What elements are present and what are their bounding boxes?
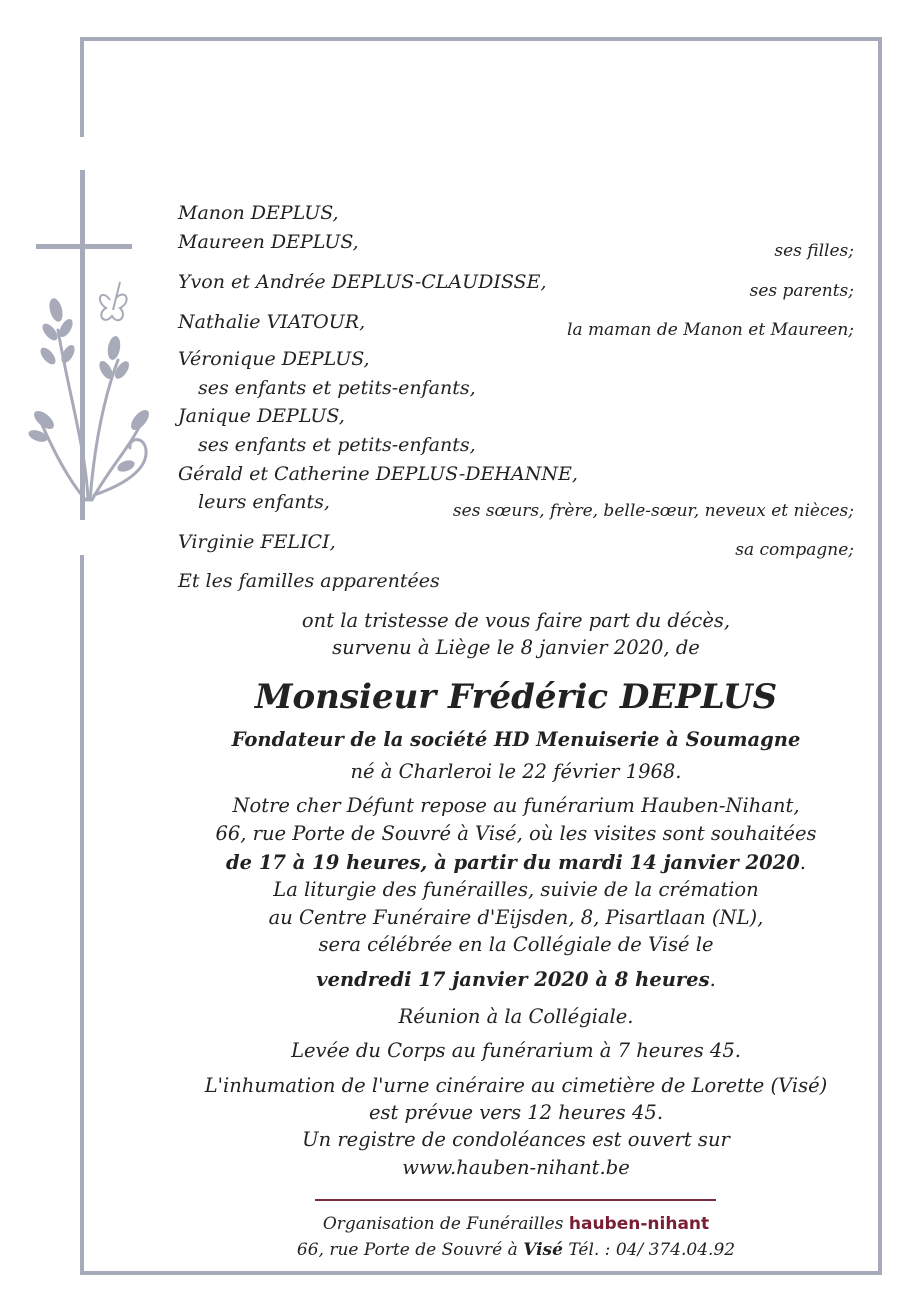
family-member-sub: ses enfants et petits-enfants, — [198, 434, 476, 456]
visit-hours: de 17 à 19 heures, à partir du mardi 14 janvier 2020 — [226, 851, 800, 874]
detail-line: sera célébrée en la Collégiale de Visé le — [318, 933, 714, 956]
ceremony-date: vendredi 17 janvier 2020 à 8 heures — [316, 968, 710, 991]
family-member: Virginie FELICI, — [178, 531, 336, 553]
announcement-line: ont la tristesse de vous faire part du décès, — [301, 609, 731, 632]
family-member: Maureen DEPLUS, — [178, 231, 359, 253]
footer-divider — [315, 1199, 716, 1201]
announcement-line: survenu à Liège le 8 janvier 2020, de — [332, 636, 700, 659]
footer-phone: Tél. : 04/ 374.04.92 — [568, 1240, 736, 1260]
relation-label: ses filles; — [774, 241, 854, 261]
birth-info: né à Charleroi le 22 février 1968. — [350, 760, 682, 783]
detail-line: L'inhumation de l'urne cinéraire au cimetière de Lorette (Visé) — [204, 1074, 828, 1097]
floral-decoration-icon — [28, 270, 158, 510]
family-member: Manon DEPLUS, — [178, 202, 339, 224]
frame-left-border-bottom — [80, 555, 84, 1275]
frame-bottom-border — [80, 1271, 882, 1275]
detail-line: au Centre Funéraire d'Eijsden, 8, Pisartlaan (NL), — [268, 906, 764, 929]
relation-label: sa compagne; — [735, 540, 854, 560]
frame-left-border-top — [80, 37, 84, 137]
footer-org-prefix: Organisation de Funérailles — [322, 1214, 564, 1234]
footer-organisation — [120, 1216, 912, 1233]
family-member: Janique DEPLUS, — [178, 405, 345, 427]
detail-line: Réunion à la Collégiale. — [398, 1005, 634, 1028]
brand-name: hauben-nihant — [568, 1214, 710, 1234]
detail-line: La liturgie des funérailles, suivie de la crémation — [273, 878, 759, 901]
relation-label: ses sœurs, frère, belle-sœur, neveux et nièces; — [452, 501, 854, 521]
cross-bar — [36, 244, 132, 249]
detail-line: Un registre de condoléances est ouvert sur — [302, 1128, 730, 1151]
deceased-name: Monsieur Frédéric DEPLUS — [254, 677, 778, 717]
detail-line: 66, rue Porte de Souvré à Visé, où les visites sont souhaitées — [215, 822, 817, 845]
family-member: Gérald et Catherine DEPLUS-DEHANNE, — [178, 463, 578, 485]
website-link[interactable]: www.hauben-nihant.be — [402, 1156, 630, 1179]
family-member-sub: leurs enfants, — [198, 491, 330, 513]
footer-address — [120, 1242, 912, 1259]
ceremony-date-line — [120, 970, 912, 990]
relation-label: la maman de Manon et Maureen; — [567, 320, 854, 340]
ceremony-date-end: . — [709, 968, 716, 991]
frame-top-border — [80, 37, 882, 41]
detail-line: Levée du Corps au funérarium à 7 heures 45. — [291, 1039, 741, 1062]
family-member: Nathalie VIATOUR, — [178, 311, 366, 333]
detail-line: est prévue vers 12 heures 45. — [368, 1101, 664, 1124]
relation-label: ses parents; — [749, 281, 854, 301]
footer-address-street: 66, rue Porte de Souvré à — [296, 1240, 518, 1260]
deceased-title: Fondateur de la société HD Menuiserie à Soumagne — [231, 728, 801, 751]
family-member: Véronique DEPLUS, — [178, 348, 370, 370]
family-member: Et les familles apparentées — [178, 570, 440, 592]
detail-line: Notre cher Défunt repose au funérarium Hauben-Nihant, — [232, 794, 800, 817]
visit-hours-end: . — [799, 851, 806, 874]
family-member: Yvon et Andrée DEPLUS-CLAUDISSE, — [178, 271, 547, 293]
footer-address-city: Visé — [523, 1240, 563, 1260]
family-member-sub: ses enfants et petits-enfants, — [198, 377, 476, 399]
detail-line-visits — [120, 853, 912, 873]
